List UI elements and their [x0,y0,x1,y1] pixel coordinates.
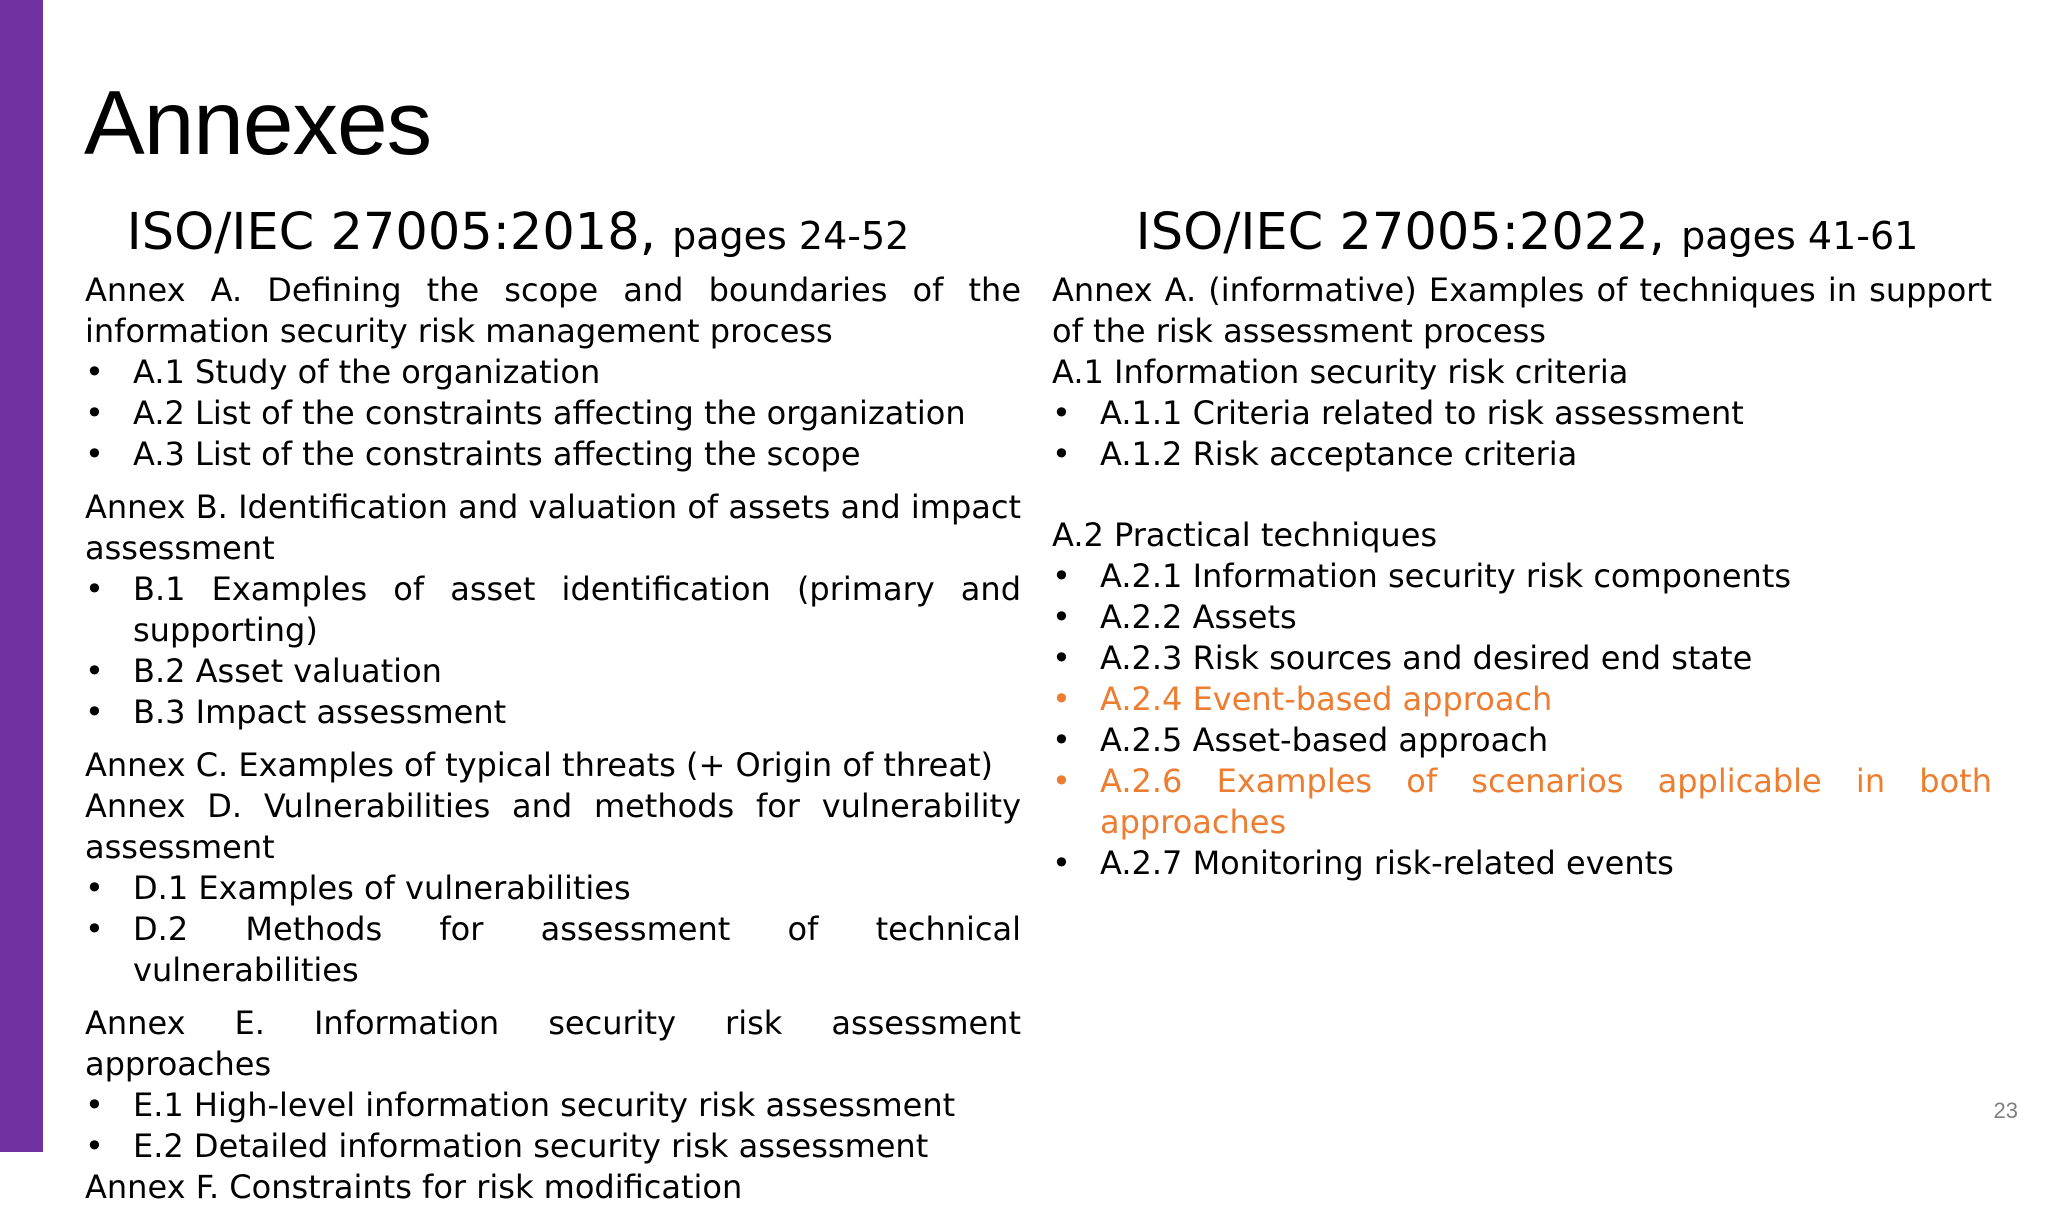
page-range-2018: pages 24-52 [672,214,910,258]
list-item: • A.1 Study of the organization [85,353,601,391]
list-item-highlighted: • A.2.6 Examples of scenarios applicable in both approaches [1052,762,1992,841]
annex-b-title: Annex B. Identification and valuation of assets and impact assessment [85,488,1021,567]
page-number: 23 [1993,1098,2018,1123]
column-iso-27005-2018 [85,200,1021,1208]
slide-title: Annexes [84,73,432,174]
annex-d-title: Annex D. Vulnerabilities and methods for vulnerability assessment [85,787,1021,866]
list-item: • B.2 Asset valuation [85,652,442,690]
list-item: • D.1 Examples of vulnerabilities [85,869,631,907]
column-iso-27005-2022 [1052,200,1992,884]
list-item: • B.3 Impact assessment [85,693,507,731]
spacer [85,475,1021,487]
column-heading-2022 [1052,200,1992,270]
accent-sidebar-bar [0,0,43,1152]
standard-name-2022: ISO/IEC 27005:2022, [1135,203,1665,262]
bullet-icon: • [85,910,104,948]
bullet-icon: • [85,869,104,907]
list-item: • A.2.7 Monitoring risk-related events [1052,844,1674,882]
bullet-icon: • [85,353,104,391]
list-item: • A.2.2 Assets [1052,598,1297,636]
bullet-icon: • [85,1127,104,1165]
list-item: • E.1 High-level information security risk assessment [85,1086,956,1124]
spacer [85,733,1021,745]
annex-a-2022-title: Annex A. (informative) Examples of techniques in support of the risk assessment process [1052,271,1992,350]
list-item: • A.1.2 Risk acceptance criteria [1052,435,1578,473]
section-a2-title: A.2 Practical techniques [1052,516,1438,554]
list-item: • D.2 Methods for assessment of technical vulnerabilities [85,910,1021,989]
bullet-icon: • [1052,721,1071,759]
annex-d-list [85,868,1021,991]
bullet-icon: • [85,394,104,432]
page-range-2022: pages 41-61 [1681,214,1919,258]
bullet-icon: • [1052,680,1071,718]
section-a1-list [1052,393,1992,475]
annex-a-list [85,352,1021,475]
bullet-icon: • [1052,762,1071,800]
annex-e-title: Annex E. Information security risk assessment approaches [85,1004,1021,1083]
section-a2-list [1052,556,1992,884]
list-item: • A.1.1 Criteria related to risk assessment [1052,394,1744,432]
section-a1-title: A.1 Information security risk criteria [1052,353,1629,391]
list-item: • A.3 List of the constraints affecting the scope [85,435,861,473]
list-item: • A.2 List of the constraints affecting the organization [85,394,966,432]
bullet-icon: • [1052,639,1071,677]
bullet-icon: • [1052,844,1071,882]
bullet-icon: • [1052,394,1071,432]
spacer [1052,475,1992,515]
annex-a-title: Annex A. Defining the scope and boundaries of the information security risk management process [85,271,1021,350]
spacer [85,991,1021,1003]
standard-name-2018: ISO/IEC 27005:2018, [126,203,656,262]
list-item: • A.2.3 Risk sources and desired end state [1052,639,1753,677]
annex-f-title: Annex F. Constraints for risk modification [85,1168,743,1206]
bullet-icon: • [1052,598,1071,636]
bullet-icon: • [85,652,104,690]
list-item: • E.2 Detailed information security risk assessment [85,1127,929,1165]
bullet-icon: • [1052,557,1071,595]
bullet-icon: • [85,435,104,473]
annex-e-list [85,1085,1021,1167]
list-item: • A.2.5 Asset-based approach [1052,721,1549,759]
bullet-icon: • [85,570,104,608]
bullet-icon: • [85,693,104,731]
annex-c-title: Annex C. Examples of typical threats (+ Origin of threat) [85,746,993,784]
column-heading-2018 [85,200,1021,270]
list-item: • A.2.1 Information security risk components [1052,557,1792,595]
bullet-icon: • [85,1086,104,1124]
list-item: • B.1 Examples of asset identification (primary and supporting) [85,570,1021,649]
bullet-icon: • [1052,435,1071,473]
list-item-highlighted: • A.2.4 Event-based approach [1052,680,1553,718]
annex-b-list [85,569,1021,733]
